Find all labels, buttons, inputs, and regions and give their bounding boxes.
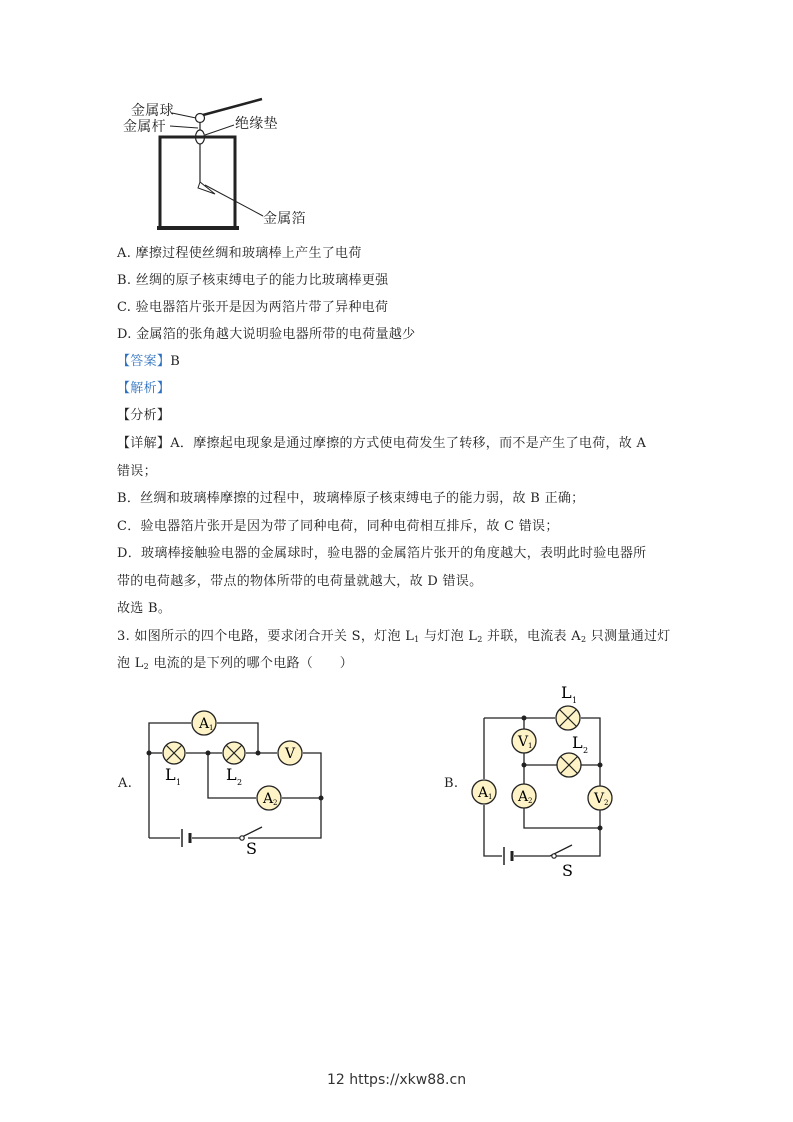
q3-text: 泡 L xyxy=(117,656,144,671)
fenxi-tag: 【分析】 xyxy=(117,408,171,423)
answer-line xyxy=(117,353,180,371)
a1-label: A xyxy=(199,716,210,732)
ball-leader xyxy=(172,113,196,118)
switch-label: S xyxy=(246,839,257,858)
circuit-a-diagram xyxy=(140,708,340,858)
a2-sub: 2 xyxy=(528,797,533,805)
q3-sub: 1 xyxy=(414,635,420,644)
lamp-l1 xyxy=(163,742,185,764)
detail-line-2: 错误； xyxy=(117,464,157,479)
v1-label: V xyxy=(518,734,529,750)
q3-text: 只测量通过灯 xyxy=(586,629,671,644)
l1-sub: 1 xyxy=(176,778,182,787)
v2-label: V xyxy=(594,791,605,807)
electroscope-base xyxy=(157,226,239,230)
l1-sub: 1 xyxy=(572,696,578,705)
switch-label: S xyxy=(562,861,573,880)
pad-leader xyxy=(205,125,234,135)
switch-contact xyxy=(240,836,244,840)
switch-contact xyxy=(552,854,556,858)
q3-line-1 xyxy=(117,628,671,649)
glass-rod xyxy=(203,99,262,115)
detail-line-1: 【详解】A．摩擦起电现象是通过摩擦的方式使电荷发生了转移，而不是产生了电荷，故 A xyxy=(117,436,647,451)
q3-text: 3. 如图所示的四个电路，要求闭合开关 S，灯泡 L xyxy=(117,629,415,644)
v-label: V xyxy=(285,746,296,762)
l2-sub: 2 xyxy=(583,746,589,755)
q3-sub: 2 xyxy=(477,635,483,644)
option-a: A. 摩擦过程使丝绸和玻璃棒上产生了电荷 xyxy=(117,246,362,261)
q3-sub: 2 xyxy=(143,662,150,671)
a1-sub: 1 xyxy=(488,793,493,801)
circuit-b-option: B. xyxy=(444,776,459,791)
option-b: B. 丝绸的原子核束缚电子的能力比玻璃棒更强 xyxy=(117,273,389,288)
q3-text: 电流的是下列的哪个电路（ ） xyxy=(149,656,353,671)
detail-line-7: 故选 B。 xyxy=(117,601,172,616)
label-insulating-pad: 绝缘垫 xyxy=(235,116,278,132)
option-c: C. 验电器箔片张开是因为两箔片带了异种电荷 xyxy=(117,300,389,315)
option-d: D. 金属箔的张角越大说明验电器所带的电荷量越少 xyxy=(117,327,416,342)
circuit-b-diagram xyxy=(462,678,632,883)
lamp-l1 xyxy=(556,706,580,730)
detail-line-5: D．玻璃棒接触验电器的金属球时，验电器的金属箔片张开的角度越大，表明此时验电器所 xyxy=(117,546,647,561)
answer-value: B xyxy=(170,354,181,369)
metal-foil xyxy=(198,182,215,194)
q3-text: 并联，电流表 A xyxy=(482,629,581,644)
label-metal-ball: 金属球 xyxy=(131,103,174,119)
v2-sub: 2 xyxy=(604,799,609,807)
l2-label: L xyxy=(572,733,583,752)
metal-ball xyxy=(196,114,205,123)
label-metal-foil: 金属箔 xyxy=(263,211,306,227)
l1-label: L xyxy=(165,765,176,784)
label-metal-rod: 金属杆 xyxy=(123,119,166,135)
a2-sub: 2 xyxy=(273,799,278,807)
detail-line-3: B．丝绸和玻璃棒摩擦的过程中，玻璃棒原子核束缚电子的能力弱，故 B 正确； xyxy=(117,491,585,506)
a1-label: A xyxy=(478,785,489,801)
electroscope-box xyxy=(160,137,235,227)
a1-sub: 1 xyxy=(209,724,214,732)
l1-label: L xyxy=(561,683,572,702)
q3-line-2 xyxy=(117,655,353,676)
v1-sub: 1 xyxy=(528,742,533,750)
l2-label: L xyxy=(226,765,237,784)
l2-sub: 2 xyxy=(237,778,243,787)
detail-line-6: 带的电荷越多，带点的物体所带的电荷量就越大，故 D 错误。 xyxy=(117,574,483,589)
lamp-l2 xyxy=(223,742,245,764)
rod-leader xyxy=(170,126,198,128)
lamp-l2 xyxy=(557,753,581,777)
a2-label: A xyxy=(263,791,274,807)
analysis-tag: 【解析】 xyxy=(117,381,171,396)
page-footer: 12 https://xkw88.cn xyxy=(326,1072,467,1088)
q3-sub: 2 xyxy=(580,635,587,644)
answer-tag: 【答案】 xyxy=(117,354,171,369)
detail-line-4: C．验电器箔片张开是因为带了同种电荷，同种电荷相互排斥，故 C 错误； xyxy=(117,519,559,534)
a2-label: A xyxy=(518,789,529,805)
circuit-a-option: A. xyxy=(118,776,133,791)
q3-text: 与灯泡 L xyxy=(419,629,478,644)
